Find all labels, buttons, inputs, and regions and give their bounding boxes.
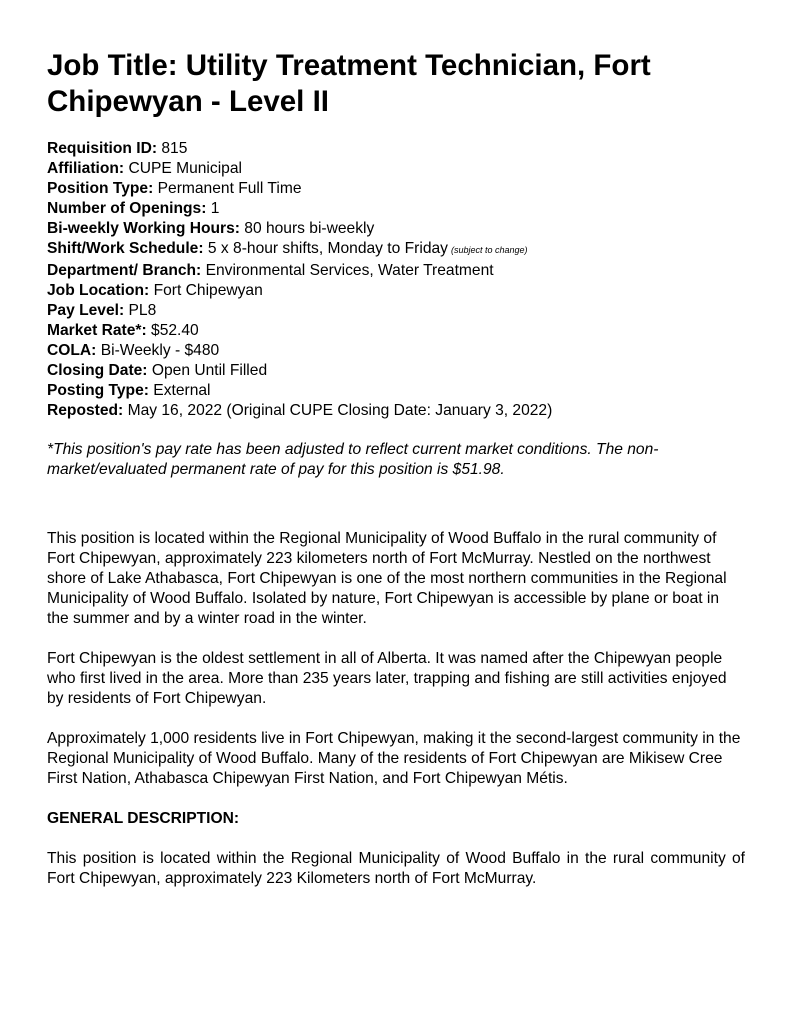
paragraph-residents: Approximately 1,000 residents live in Fort Chipewyan, making it the second-largest community in the Regional Municipality of Wood Buffalo. Many of the residents of Fort Chipewyan are Mikisew Cree First Nation, Athabasca Chipewyan First Nation, and Fort Chipewyan Métis. bbox=[47, 730, 741, 788]
field-position-type bbox=[47, 179, 745, 199]
field-label: Position Type: bbox=[47, 180, 154, 198]
field-value: CUPE Municipal bbox=[128, 160, 242, 178]
field-value: May 16, 2022 (Original CUPE Closing Date: January 3, 2022) bbox=[127, 402, 553, 420]
document-page bbox=[47, 48, 745, 889]
field-label: Department/ Branch: bbox=[47, 261, 202, 279]
field-value: 5 x 8-hour shifts, Monday to Friday bbox=[207, 240, 448, 258]
field-label: Job Location: bbox=[47, 281, 150, 299]
field-value: 1 bbox=[210, 200, 220, 218]
field-value: 80 hours bi-weekly bbox=[244, 220, 375, 238]
field-department bbox=[47, 261, 745, 281]
field-requisition-id bbox=[47, 139, 745, 159]
field-value: Environmental Services, Water Treatment bbox=[205, 261, 494, 279]
field-value: PL8 bbox=[128, 301, 157, 319]
field-number-of-openings bbox=[47, 199, 745, 219]
field-value: Open Until Filled bbox=[151, 362, 268, 380]
field-label: Requisition ID: bbox=[47, 140, 158, 157]
field-value: External bbox=[153, 382, 211, 400]
field-label: Closing Date: bbox=[47, 362, 148, 380]
field-value: 815 bbox=[161, 140, 188, 157]
field-label: Posting Type: bbox=[47, 382, 149, 400]
rate-note: *This position's pay rate has been adjusted to reflect current market conditions. The non-market/evaluated permanent rate of pay for this position is $51.98. bbox=[47, 441, 659, 479]
field-working-hours bbox=[47, 219, 745, 239]
paragraph-location: This position is located within the Regional Municipality of Wood Buffalo in the rural community of Fort Chipewyan, approximately 223 kilometers north of Fort McMurray. Nestled on the northwest shore of Lake Athabasca, Fort Chipewyan is one of the most northern communities in the Regional Municipality of Wood Buffalo. Isolated by nature, Fort Chipewyan is accessible by plane or boat in the summer and by a winter road in the winter. bbox=[47, 530, 727, 628]
field-closing-date bbox=[47, 361, 745, 381]
field-cola bbox=[47, 341, 745, 361]
paragraph-history: Fort Chipewyan is the oldest settlement in all of Alberta. It was named after the Chipewyan people who first lived in the area. More than 235 years later, trapping and fishing are still activities enjoyed by residents of Fort Chipewyan. bbox=[47, 650, 727, 708]
paragraph-general-description: This position is located within the Regional Municipality of Wood Buffalo in the rural community of Fort Chipewyan, approximately 223 Kilometers north of Fort McMurray. bbox=[47, 850, 745, 888]
job-title: Job Title: Utility Treatment Technician, Fort Chipewyan - Level II bbox=[47, 49, 651, 118]
section-heading-general-description: GENERAL DESCRIPTION: bbox=[47, 810, 240, 828]
field-value: $52.40 bbox=[151, 321, 199, 339]
field-label: Pay Level: bbox=[47, 301, 125, 319]
field-posting-type bbox=[47, 381, 745, 401]
field-label: Market Rate*: bbox=[47, 321, 147, 339]
field-note: (subject to change) bbox=[450, 245, 528, 256]
field-market-rate bbox=[47, 321, 745, 341]
field-value: Bi-Weekly - $480 bbox=[100, 341, 220, 359]
field-job-location bbox=[47, 281, 745, 301]
field-pay-level bbox=[47, 301, 745, 321]
field-affiliation bbox=[47, 159, 745, 179]
field-label: Affiliation: bbox=[47, 160, 125, 178]
field-label: Bi-weekly Working Hours: bbox=[47, 220, 240, 238]
field-label: Number of Openings: bbox=[47, 200, 207, 218]
field-value: Fort Chipewyan bbox=[153, 281, 263, 299]
field-shift-schedule bbox=[47, 239, 745, 260]
job-details bbox=[47, 139, 745, 421]
field-value: Permanent Full Time bbox=[157, 180, 302, 198]
field-label: COLA: bbox=[47, 341, 97, 359]
field-label: Reposted: bbox=[47, 402, 124, 420]
field-label: Shift/Work Schedule: bbox=[47, 240, 204, 258]
field-reposted bbox=[47, 401, 745, 421]
